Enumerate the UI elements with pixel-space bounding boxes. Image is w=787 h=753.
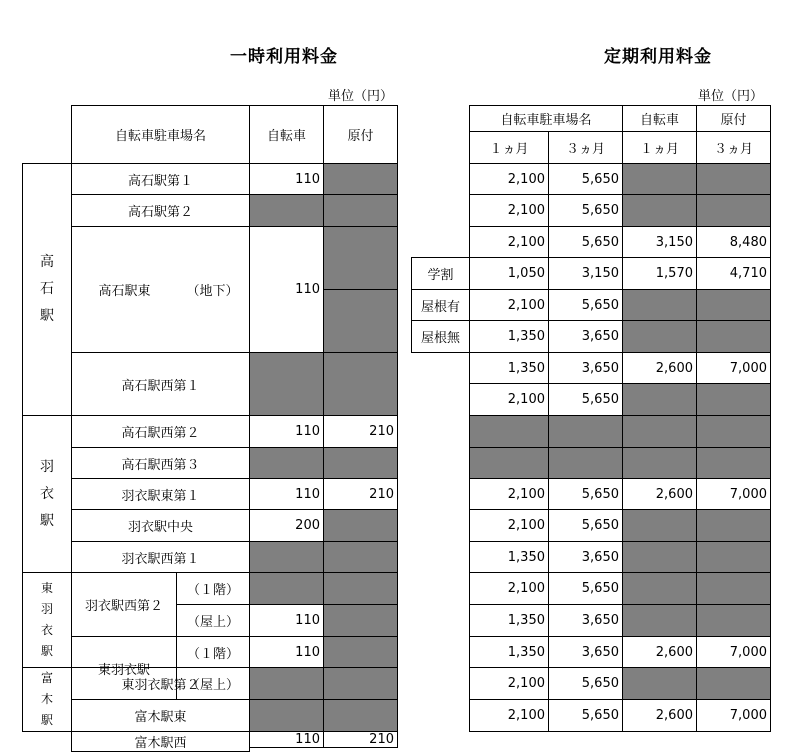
moped-fee [323, 447, 398, 479]
periodic-fee: 3,650 [548, 320, 623, 353]
station-group-char: 高 [40, 254, 54, 270]
parking-note: （屋上） [176, 667, 250, 700]
periodic-fee: 1,350 [469, 352, 549, 384]
periodic-fee: 5,650 [548, 572, 623, 605]
bicycle-fee [249, 541, 324, 573]
parking-name: 高石駅第２ [71, 194, 250, 227]
bicycle-fee: 110 [249, 163, 324, 195]
moped-fee [323, 163, 398, 195]
periodic-fee: 7,000 [696, 352, 771, 384]
periodic-fee: 7,000 [696, 636, 771, 668]
periodic-fee [696, 320, 771, 353]
periodic-fee: 3,150 [622, 226, 697, 258]
parking-name: 羽衣駅西第１ [71, 541, 250, 573]
periodic-fee: 2,600 [622, 478, 697, 510]
moped-fee: 210 [323, 478, 398, 510]
bicycle-fee [249, 667, 324, 700]
parking-name: 高石駅第１ [71, 163, 250, 195]
periodic-fee: 7,000 [696, 478, 771, 510]
header-period: ３ヵ月 [696, 131, 771, 164]
periodic-fee [622, 509, 697, 542]
moped-fee [323, 667, 398, 700]
header-bicycle: 自転車 [249, 105, 324, 164]
hourly-unit-label: 単位（円） [328, 89, 394, 104]
periodic-fee: 2,100 [469, 289, 549, 321]
periodic-fee: 1,350 [469, 541, 549, 573]
station-group-char: 羽 [40, 458, 54, 475]
station-group-label [22, 572, 72, 668]
moped-fee [323, 541, 398, 573]
station-group-char: 駅 [40, 308, 54, 324]
station-group-char: 石 [40, 281, 54, 297]
periodic-fee [696, 572, 771, 605]
moped-fee: 210 [323, 731, 398, 748]
parking-name: 高石駅西第３ [71, 447, 250, 479]
periodic-fee: 5,650 [548, 289, 623, 321]
station-group-label [22, 163, 72, 416]
parking-name: 東羽衣駅 [71, 636, 177, 700]
moped-fee [323, 604, 398, 637]
periodic-fee [469, 447, 549, 479]
periodic-fee [622, 447, 697, 479]
periodic-fee: 8,480 [696, 226, 771, 258]
parking-name: 高石駅西第２ [71, 415, 250, 448]
periodic-fee: 5,650 [548, 478, 623, 510]
parking-name: 羽衣駅中央 [71, 509, 250, 542]
periodic-fee [622, 667, 697, 700]
periodic-fee: 5,650 [548, 667, 623, 700]
station-group-label [22, 415, 72, 573]
periodic-unit-label: 単位（円） [698, 89, 764, 104]
header-parking-name: 自転車駐車場名 [469, 105, 623, 132]
periodic-fee [696, 509, 771, 542]
periodic-fee [622, 163, 697, 195]
parking-name: 高石駅東 [71, 226, 177, 353]
parking-note: （１階） [176, 636, 250, 668]
periodic-fee [696, 194, 771, 227]
hourly-fee-title: 一時利用料金 [230, 47, 338, 67]
periodic-fee: 3,650 [548, 636, 623, 668]
periodic-fee [622, 289, 697, 321]
periodic-fee: 2,100 [469, 667, 549, 700]
periodic-fee: 4,710 [696, 257, 771, 290]
periodic-fee [696, 541, 771, 573]
periodic-fee [622, 572, 697, 605]
sub-category-label: 屋根有 [411, 289, 470, 321]
periodic-fee [548, 447, 623, 479]
periodic-fee: 1,350 [469, 636, 549, 668]
moped-fee [323, 226, 398, 290]
header-moped: 原付 [323, 105, 398, 164]
moped-fee [323, 509, 398, 542]
periodic-fee: 2,100 [469, 509, 549, 542]
periodic-fee [696, 447, 771, 479]
periodic-fee: 3,650 [548, 352, 623, 384]
periodic-fee: 5,650 [548, 509, 623, 542]
periodic-fee [622, 194, 697, 227]
periodic-fee [696, 383, 771, 416]
station-group-char: 駅 [40, 713, 53, 727]
parking-name: 羽衣駅東第１ [71, 478, 250, 510]
periodic-fee: 1,570 [622, 257, 697, 290]
periodic-fee: 1,350 [469, 604, 549, 637]
station-group-label [22, 667, 72, 732]
periodic-fee: 2,100 [469, 383, 549, 416]
periodic-fee [622, 383, 697, 416]
periodic-fee: 2,100 [469, 194, 549, 227]
bicycle-fee: 110 [249, 478, 324, 510]
station-group-char: 富 [40, 671, 53, 685]
periodic-fee: 2,100 [469, 478, 549, 510]
bicycle-fee [249, 447, 324, 479]
periodic-fee-title: 定期利用料金 [604, 47, 712, 67]
moped-fee [323, 572, 398, 605]
periodic-fee: 2,600 [622, 699, 697, 732]
periodic-fee: 3,650 [548, 604, 623, 637]
parking-name: 富木駅東 [71, 699, 250, 732]
periodic-fee [696, 163, 771, 195]
periodic-fee [696, 604, 771, 637]
sub-category-label: 学割 [411, 257, 470, 290]
parking-name: 東羽衣駅第２ [71, 667, 250, 700]
station-group-char: 木 [40, 692, 53, 706]
periodic-fee: 3,150 [548, 257, 623, 290]
bicycle-fee [249, 194, 324, 227]
periodic-fee: 2,100 [469, 699, 549, 732]
periodic-fee: 3,650 [548, 541, 623, 573]
header-period: １ヵ月 [622, 131, 697, 164]
header-parking-name: 自転車駐車場名 [71, 105, 250, 164]
parking-name: 羽衣駅西第２ [71, 572, 177, 637]
bicycle-fee: 110 [249, 731, 324, 748]
bicycle-fee: 110 [249, 226, 324, 353]
station-group-char: 駅 [40, 512, 54, 529]
periodic-fee [469, 415, 549, 448]
bicycle-fee: 200 [249, 509, 324, 542]
periodic-fee: 2,600 [622, 636, 697, 668]
periodic-fee [622, 320, 697, 353]
periodic-fee [696, 667, 771, 700]
parking-name: 富木駅西 [71, 731, 250, 752]
station-group-char: 衣 [40, 485, 54, 502]
bicycle-fee: 110 [249, 415, 324, 448]
periodic-fee: 2,100 [469, 163, 549, 195]
station-group-char: 駅 [40, 644, 53, 658]
moped-fee [323, 194, 398, 227]
periodic-fee: 2,600 [622, 352, 697, 384]
station-group-char: 東 [40, 581, 53, 595]
moped-fee [323, 699, 398, 732]
bicycle-fee: 110 [249, 604, 324, 637]
header-period: ３ヵ月 [548, 131, 623, 164]
periodic-fee: 2,100 [469, 572, 549, 605]
parking-name: 高石駅西第１ [71, 352, 250, 416]
bicycle-fee [249, 699, 324, 732]
periodic-fee [696, 415, 771, 448]
periodic-fee: 1,350 [469, 320, 549, 353]
parking-note: （地下） [176, 226, 250, 353]
bicycle-fee [249, 352, 324, 416]
sub-category-label: 屋根無 [411, 320, 470, 353]
periodic-fee [622, 415, 697, 448]
periodic-fee [696, 289, 771, 321]
parking-note: （屋上） [176, 604, 250, 637]
periodic-fee: 5,650 [548, 699, 623, 732]
moped-fee: 210 [323, 415, 398, 448]
periodic-fee: 5,650 [548, 226, 623, 258]
periodic-fee: 1,050 [469, 257, 549, 290]
header-moped: 原付 [696, 105, 771, 132]
periodic-fee: 2,100 [469, 226, 549, 258]
periodic-fee [548, 415, 623, 448]
periodic-fee: 7,000 [696, 699, 771, 732]
moped-fee [323, 289, 398, 353]
periodic-fee: 5,650 [548, 383, 623, 416]
periodic-fee: 5,650 [548, 163, 623, 195]
moped-fee [323, 636, 398, 668]
parking-note: （１階） [176, 572, 250, 605]
periodic-fee [622, 541, 697, 573]
station-group-char: 衣 [40, 623, 53, 637]
periodic-fee: 5,650 [548, 194, 623, 227]
moped-fee [323, 352, 398, 416]
header-period: １ヵ月 [469, 131, 549, 164]
bicycle-fee [249, 572, 324, 605]
station-group-char: 羽 [40, 602, 53, 616]
bicycle-fee: 110 [249, 636, 324, 668]
periodic-fee [622, 604, 697, 637]
header-bicycle: 自転車 [622, 105, 697, 132]
